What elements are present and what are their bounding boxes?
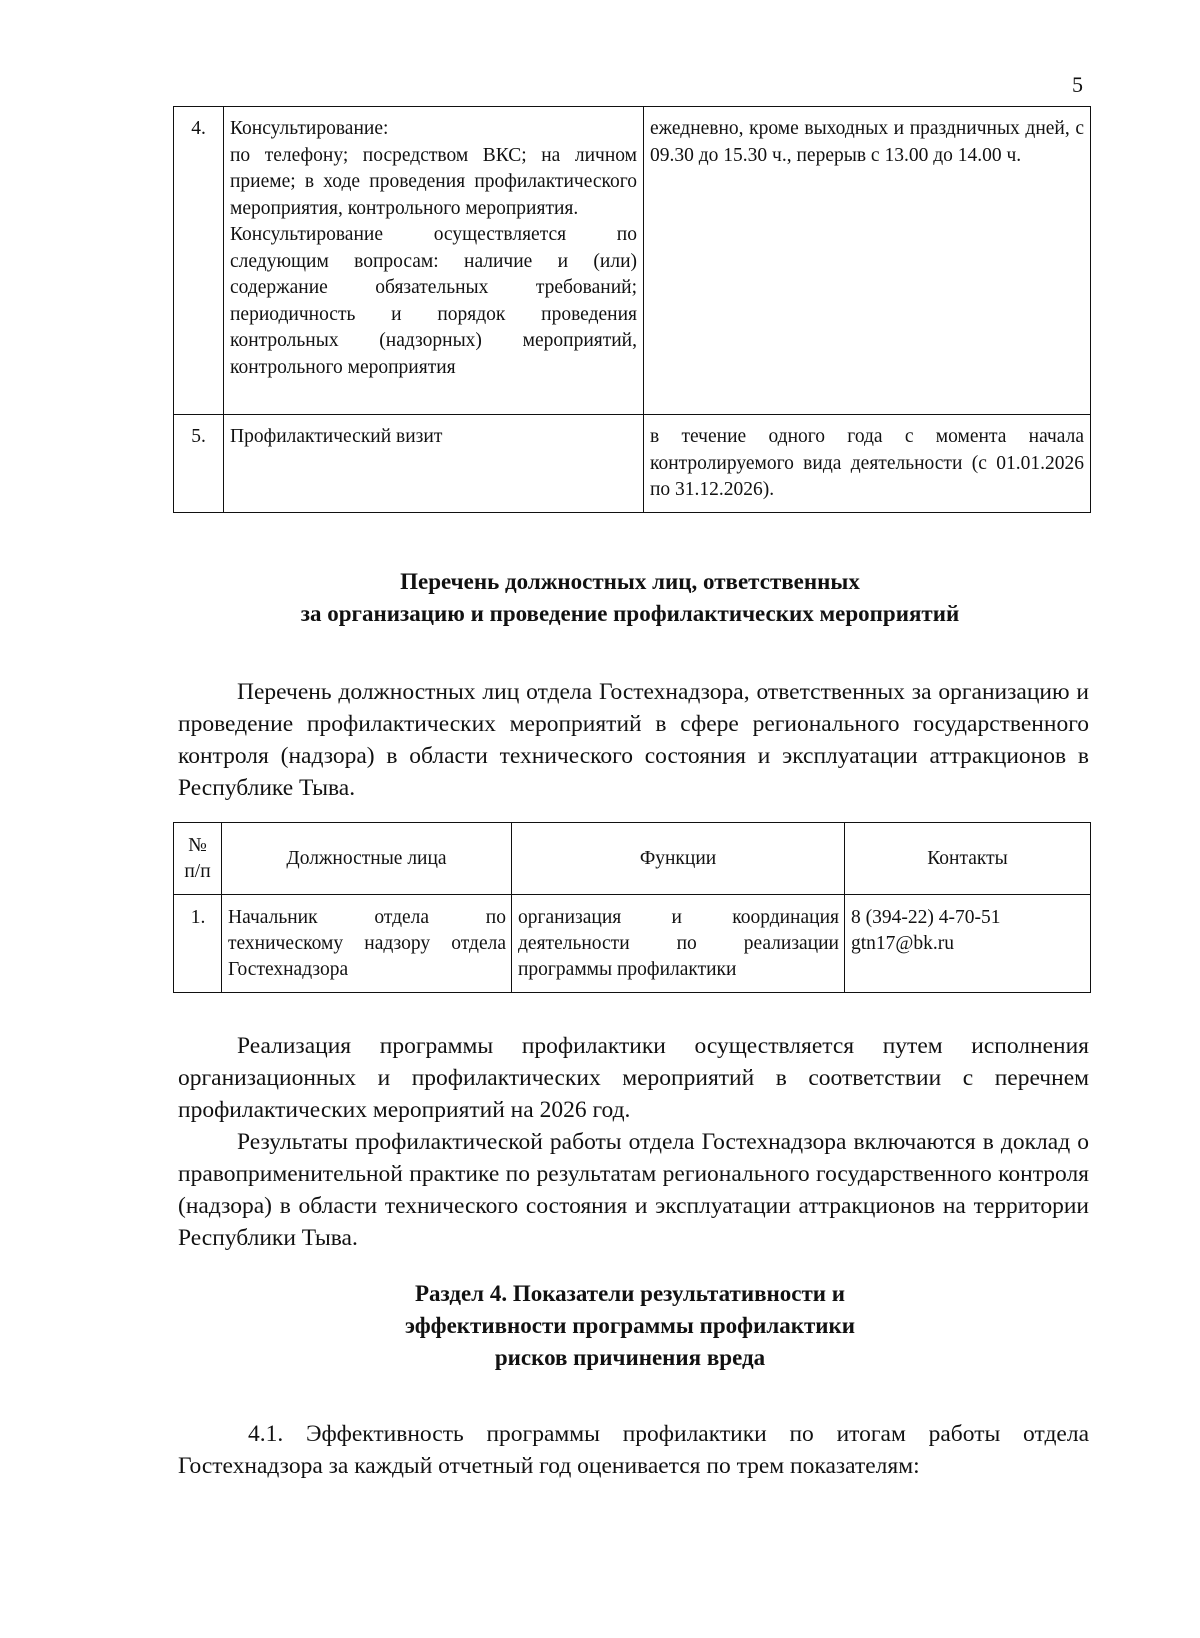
results-paragraph: Результаты профилактической работы отдела Гостехнадзора включаются в доклад о правоприменительной практике по результатам регионального государственного контроля (надзора) в области технического состояния и эксплуатации аттракционов на территории Республики Тыва.: [178, 1129, 1089, 1251]
header-functions: Функции: [512, 823, 845, 895]
section4-heading-line-1: Раздел 4. Показатели результативности и: [414, 1281, 846, 1306]
row-number: 1.: [174, 895, 222, 993]
term-cell: ежедневно, кроме выходных и праздничных дней, с 09.30 до 15.30 ч., перерыв с 13.00 до 14.00 ч.: [644, 107, 1091, 415]
activities-table: [173, 106, 1091, 513]
contacts-cell: [845, 895, 1091, 993]
table-row: [174, 107, 1091, 415]
activity-line: Консультирование:: [230, 118, 389, 139]
implementation-paragraph: Реализация программы профилактики осуществляется путем исполнения организационных и профилактических мероприятий в соответствии с перечнем профилактических мероприятий на 2026 год.: [178, 1033, 1089, 1123]
contact-phone: 8 (394-22) 4-70-51: [851, 907, 1001, 928]
table-row: [174, 415, 1091, 513]
page-number: 5: [1072, 72, 1083, 97]
activity-cell: [224, 107, 644, 415]
officials-intro-paragraph: Перечень должностных лиц отдела Гостехнадзора, ответственных за организацию и проведение профилактических мероприятий в сфере регионального государственного контроля (надзора) в области технического состояния и эксплуатации аттракционов в Республике Тыва.: [178, 679, 1089, 801]
officials-heading-line-1: Перечень должностных лиц, ответственных: [400, 569, 860, 594]
row-number: 4.: [174, 107, 224, 415]
activity-line: Консультирование осуществляется по следующим вопросам: наличие и (или) содержание обязательных требований; периодичность и порядок проведения контрольных (надзорных) мероприятий, контрольного мероприятия: [230, 224, 637, 378]
paragraph-4-1: 4.1. Эффективность программы профилактики по итогам работы отдела Гостехнадзора за каждый отчетный год оценивается по трем показателям:: [178, 1421, 1089, 1479]
header-number: № п/п: [174, 823, 222, 895]
function-cell: организация и координация деятельности по реализации программы профилактики: [512, 895, 845, 993]
section4-heading-line-3: рисков причинения вреда: [494, 1345, 766, 1370]
table-row: [174, 895, 1091, 993]
officials-table: [173, 822, 1091, 993]
officials-heading-line-2: за организацию и проведение профилактических мероприятий: [300, 601, 960, 626]
header-contacts: Контакты: [845, 823, 1091, 895]
table-header-row: [174, 823, 1091, 895]
activity-line: Профилактический визит: [230, 426, 443, 447]
contact-email: gtn17@bk.ru: [851, 933, 954, 954]
header-officials: Должностные лица: [222, 823, 512, 895]
term-cell: в течение одного года с момента начала контролируемого вида деятельности (с 01.01.2026 по 31.12.2026).: [644, 415, 1091, 513]
section4-heading-line-2: эффективности программы профилактики: [404, 1313, 856, 1338]
official-cell: Начальник отдела по техническому надзору отдела Гостехнадзора: [222, 895, 512, 993]
activity-cell: [224, 415, 644, 513]
activity-line: по телефону; посредством ВКС; на личном приеме; в ходе проведения профилактического мероприятия, контрольного мероприятия.: [230, 144, 637, 219]
row-number: 5.: [174, 415, 224, 513]
